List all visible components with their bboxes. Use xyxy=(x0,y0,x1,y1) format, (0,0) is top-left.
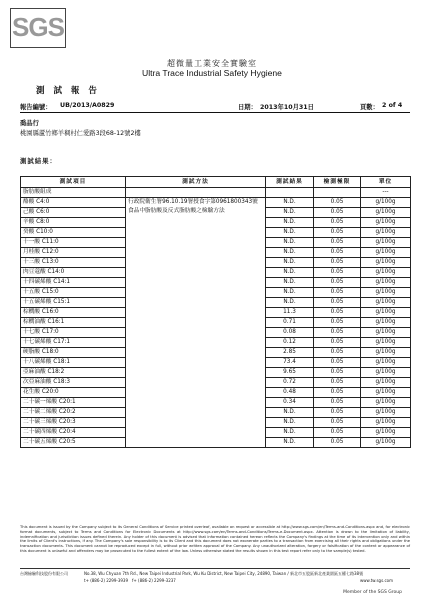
results-title: 測試結果： xyxy=(20,157,57,165)
date-label: 日期： xyxy=(238,104,257,111)
unit: g/100g xyxy=(361,398,411,408)
test-item: 二十碳一烯酸 C20:1 xyxy=(21,398,126,408)
test-item: 脂肪酸組成 xyxy=(21,188,126,198)
test-item: 亞麻油酸 C18:2 xyxy=(21,368,126,378)
member-text: Member of the SGS Group xyxy=(343,590,402,595)
method-cell xyxy=(126,398,266,408)
test-item: 辛酸 C8:0 xyxy=(21,218,126,228)
lab-name-cn: 超微量工業安全實驗室 xyxy=(167,59,257,68)
table-row xyxy=(21,328,411,338)
unit: g/100g xyxy=(361,358,411,368)
detection-limit: 0.05 xyxy=(314,208,361,218)
test-item: 十七酸 C17:0 xyxy=(21,328,126,338)
unit: g/100g xyxy=(361,288,411,298)
test-result: N.D. xyxy=(266,428,314,438)
test-item: 花生酸 C20:0 xyxy=(21,388,126,398)
detection-limit: 0.05 xyxy=(314,428,361,438)
table-row xyxy=(21,418,411,428)
detection-limit: 0.05 xyxy=(314,258,361,268)
test-result: N.D. xyxy=(266,198,314,208)
detection-limit: 0.05 xyxy=(314,248,361,258)
disclaimer-text: This document is issued by the Company subject to its General Conditions of Service printed overleaf, available on request or accessible at http://www.sgs.com/en/Terms-and-Conditions.aspx and, for electronic format documents, subject to Terms and Conditions for Electronic Documents at http://www.sgs.com/en/Terms-and-Conditions/Terms-e-Document.aspx. Attention is drawn to the limitation of liability, indemnification and jurisdiction issues defined therein. Any holder of this document is advised that information contained hereon reflects the Company's findings at the time of its intervention only and within the limits of Client's instructions, if any. The Company's sole responsibility is to its Client and this document does not exonerate parties to a transaction from exercising all their rights and obligations under the transaction documents. This document cannot be reproduced except in full, without prior written approval of the Company. Any unauthorized alteration, forgery or falsification of the content or appearance of this document is unlawful and offenders may be prosecuted to the fullest extent of the law. Unless otherwise stated the results shown in this test report refer only to the sample(s) tested. xyxy=(20,525,410,553)
test-result: 0.12 xyxy=(266,338,314,348)
unit: g/100g xyxy=(361,238,411,248)
test-result: N.D. xyxy=(266,258,314,268)
detection-limit: 0.05 xyxy=(314,348,361,358)
test-item: 十五酸 C15:0 xyxy=(21,288,126,298)
unit: g/100g xyxy=(361,248,411,258)
detection-limit: 0.05 xyxy=(314,228,361,238)
table-row xyxy=(21,318,411,328)
table-row xyxy=(21,338,411,348)
test-result: N.D. xyxy=(266,438,314,448)
method-cell xyxy=(126,348,266,358)
unit: g/100g xyxy=(361,318,411,328)
detection-limit: 0.05 xyxy=(314,268,361,278)
header-test-result: 測試結果 xyxy=(266,177,314,188)
table-row xyxy=(21,348,411,358)
test-item: 棕櫚酸 C16:0 xyxy=(21,308,126,318)
unit: g/100g xyxy=(361,278,411,288)
method-cell xyxy=(126,338,266,348)
results-header-row xyxy=(21,177,411,188)
method-cell xyxy=(126,318,266,328)
test-item: 酪酸 C4:0 xyxy=(21,198,126,208)
test-result: 73.4 xyxy=(266,358,314,368)
unit: g/100g xyxy=(361,338,411,348)
test-item: 十四碳烯酸 C14:1 xyxy=(21,278,126,288)
footer-address: No.38, Wu Chyuan 7th Rd., New Taipei Industrial Park, Wu Ku District, New Taipei City, 24890, Taiwan / 新北市五股區新北產業園區五權七路38號 xyxy=(84,571,364,576)
unit: g/100g xyxy=(361,438,411,448)
test-item: 二十碳二烯酸 C20:2 xyxy=(21,408,126,418)
report-no: UB/2013/A0829 xyxy=(60,102,115,109)
unit: g/100g xyxy=(361,418,411,428)
method-cell xyxy=(126,268,266,278)
header-test-item: 測試項目 xyxy=(21,177,126,188)
test-result: 0.72 xyxy=(266,378,314,388)
table-row xyxy=(21,428,411,438)
test-item: 十五碳烯酸 C15:1 xyxy=(21,298,126,308)
test-result: N.D. xyxy=(266,418,314,428)
table-row xyxy=(21,398,411,408)
table-row xyxy=(21,388,411,398)
detection-limit: 0.05 xyxy=(314,398,361,408)
footer-fax: f+ (886-2) 2299-3237 xyxy=(132,578,176,583)
unit: g/100g xyxy=(361,228,411,238)
page-label: 頁數： xyxy=(360,104,379,111)
table-row xyxy=(21,408,411,418)
test-item: 十八碳烯酸 C18:1 xyxy=(21,358,126,368)
method-cell xyxy=(126,368,266,378)
detection-limit: 0.05 xyxy=(314,288,361,298)
detection-limit: 0.05 xyxy=(314,278,361,288)
detection-limit: 0.05 xyxy=(314,318,361,328)
table-row xyxy=(21,288,411,298)
test-item: 硬脂酸 C18:0 xyxy=(21,348,126,358)
document-title: 測 試 報 告 xyxy=(36,86,100,96)
detection-limit xyxy=(314,188,361,198)
test-result: 0.48 xyxy=(266,388,314,398)
unit: g/100g xyxy=(361,308,411,318)
method-cell xyxy=(126,188,266,198)
method-cell xyxy=(126,288,266,298)
test-item: 癸酸 C10:0 xyxy=(21,228,126,238)
logo-text: SGS xyxy=(12,12,64,42)
detection-limit: 0.05 xyxy=(314,418,361,428)
table-row xyxy=(21,278,411,288)
table-row xyxy=(21,308,411,318)
method-cell xyxy=(126,408,266,418)
method-cell xyxy=(126,258,266,268)
test-result: N.D. xyxy=(266,208,314,218)
test-result: N.D. xyxy=(266,288,314,298)
unit: g/100g xyxy=(361,428,411,438)
header-test-method: 測試方法 xyxy=(126,177,266,188)
test-result: N.D. xyxy=(266,248,314,258)
report-date: 2013年10月31日 xyxy=(260,104,314,111)
test-item: 次亞麻油酸 C18:3 xyxy=(21,378,126,388)
unit: g/100g xyxy=(361,368,411,378)
test-result xyxy=(266,188,314,198)
page-number: 2 of 4 xyxy=(382,102,403,109)
footer-phone: t+ (886-2) 2299-3939 xyxy=(84,578,129,583)
table-row xyxy=(21,368,411,378)
detection-limit: 0.05 xyxy=(314,408,361,418)
method-cell xyxy=(126,248,266,258)
method-cell xyxy=(126,298,266,308)
unit: --- xyxy=(361,188,411,198)
test-result: 0.08 xyxy=(266,328,314,338)
test-result: 11.3 xyxy=(266,308,314,318)
test-result: N.D. xyxy=(266,408,314,418)
applicant-name: 喬品行 xyxy=(20,120,39,127)
header-detection-limit: 檢測極限 xyxy=(314,177,361,188)
unit: g/100g xyxy=(361,378,411,388)
unit: g/100g xyxy=(361,408,411,418)
test-item: 十三酸 C13:0 xyxy=(21,258,126,268)
table-row xyxy=(21,188,411,198)
table-row xyxy=(21,378,411,388)
method-cell xyxy=(126,428,266,438)
results-table xyxy=(20,176,411,448)
unit: g/100g xyxy=(361,198,411,208)
detection-limit: 0.05 xyxy=(314,338,361,348)
lab-name-en: Ultra Trace Industrial Safety Hygiene xyxy=(142,68,282,78)
table-row xyxy=(21,228,411,238)
method-cell xyxy=(126,418,266,428)
table-row xyxy=(21,258,411,268)
detection-limit: 0.05 xyxy=(314,198,361,208)
method-cell xyxy=(126,438,266,448)
footer-company: 台灣檢驗科技股份有限公司 xyxy=(20,571,68,576)
detection-limit: 0.05 xyxy=(314,438,361,448)
detection-limit: 0.05 xyxy=(314,298,361,308)
test-result: 0.34 xyxy=(266,398,314,408)
method-cell xyxy=(126,388,266,398)
test-item: 十一酸 C11:0 xyxy=(21,238,126,248)
meta-divider xyxy=(20,112,410,113)
unit: g/100g xyxy=(361,268,411,278)
sgs-logo xyxy=(10,8,66,48)
detection-limit: 0.05 xyxy=(314,388,361,398)
test-item: 月桂酸 C12:0 xyxy=(21,248,126,258)
table-row xyxy=(21,238,411,248)
unit: g/100g xyxy=(361,328,411,338)
detection-limit: 0.05 xyxy=(314,358,361,368)
test-item: 十七碳烯酸 C17:1 xyxy=(21,338,126,348)
method-line: 食品中脂肪酸及反式脂肪酸之檢驗方法 xyxy=(128,208,225,215)
test-result: N.D. xyxy=(266,298,314,308)
test-result: N.D. xyxy=(266,278,314,288)
method-cell xyxy=(126,218,266,228)
test-method xyxy=(126,198,266,218)
footer-website: www.tw.sgs.com xyxy=(360,578,393,583)
footer-divider xyxy=(20,568,410,569)
test-result: N.D. xyxy=(266,268,314,278)
detection-limit: 0.05 xyxy=(314,378,361,388)
test-item: 二十碳五烯酸 C20:5 xyxy=(21,438,126,448)
applicant-address: 桃園縣蘆竹鄉羊稠村仁愛路3段68-12號2樓 xyxy=(20,130,141,137)
detection-limit: 0.05 xyxy=(314,308,361,318)
test-result: 0.71 xyxy=(266,318,314,328)
table-row xyxy=(21,198,411,208)
test-item: 棕櫚油酸 C16:1 xyxy=(21,318,126,328)
report-no-label: 報告編號： xyxy=(20,104,52,111)
unit: g/100g xyxy=(361,298,411,308)
method-cell xyxy=(126,328,266,338)
test-item: 己酸 C6:0 xyxy=(21,208,126,218)
method-cell xyxy=(126,358,266,368)
method-cell xyxy=(126,228,266,238)
test-result: N.D. xyxy=(266,238,314,248)
table-row xyxy=(21,218,411,228)
table-row xyxy=(21,268,411,278)
table-row xyxy=(21,298,411,308)
method-cell xyxy=(126,308,266,318)
unit: g/100g xyxy=(361,208,411,218)
method-line: 行政院衛生署96.10.19署授食字第0961800343號 xyxy=(128,199,258,205)
detection-limit: 0.05 xyxy=(314,328,361,338)
unit: g/100g xyxy=(361,388,411,398)
table-row xyxy=(21,358,411,368)
test-result: 9.65 xyxy=(266,368,314,378)
detection-limit: 0.05 xyxy=(314,238,361,248)
test-item: 二十碳四烯酸 C20:4 xyxy=(21,428,126,438)
method-cell xyxy=(126,238,266,248)
method-cell xyxy=(126,378,266,388)
method-cell xyxy=(126,278,266,288)
test-item: 二十碳三烯酸 C20:3 xyxy=(21,418,126,428)
test-result: N.D. xyxy=(266,218,314,228)
unit: g/100g xyxy=(361,218,411,228)
header-unit: 單位 xyxy=(361,177,411,188)
test-result: 2.85 xyxy=(266,348,314,358)
table-row xyxy=(21,248,411,258)
detection-limit: 0.05 xyxy=(314,368,361,378)
test-item: 肉豆蔻酸 C14:0 xyxy=(21,268,126,278)
table-row xyxy=(21,438,411,448)
unit: g/100g xyxy=(361,348,411,358)
unit: g/100g xyxy=(361,258,411,268)
test-result: N.D. xyxy=(266,228,314,238)
detection-limit: 0.05 xyxy=(314,218,361,228)
